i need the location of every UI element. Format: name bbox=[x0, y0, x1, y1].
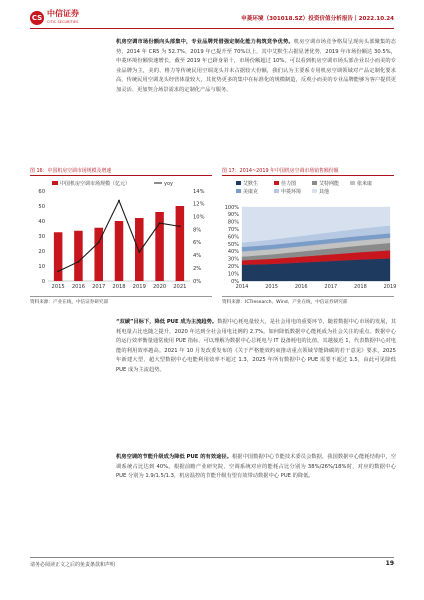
figure-16-rule bbox=[30, 175, 212, 176]
y-axis-tick-label: 80% bbox=[227, 219, 239, 226]
legend-swatch bbox=[350, 181, 355, 185]
x-axis-tick-label: 2017 bbox=[324, 284, 338, 290]
yoy-point bbox=[179, 225, 181, 227]
yoy-point bbox=[78, 261, 80, 263]
paragraph-body: 数据中心耗电量较大，是社会用电的重要环节，随着数据中心市场的发展，其耗电量占比也随之提升，2020 年达到全社会用电比例的 2.7%。如何降低数据中心能耗成为社会关注的重点。数据中心的运行效率衡量通常使用 PUE 指标，可以理解为数据中心总耗电与 IT 设备耗电的比值，其越接近 1，代表数据中心对电能的利用效率越高。2021 年 10 月发改委发布的《关于严格能效约束推动重点领域节能降碳的若干意见》要求，2025 年新建大型、超大型数据中心电能利用效率不超过 1.3，2025 年所有数据中心 PUE 需要不超过 1.5，由此可见降低 PUE 成为主流趋势。 bbox=[116, 319, 396, 373]
legend-label: 佳力图 bbox=[281, 180, 297, 187]
y-axis-tick-label: 0% bbox=[231, 278, 239, 285]
legend-bar-label: 中国机房空调市场规模（亿元） bbox=[60, 180, 131, 187]
footer-disclaimer: 请务必阅读正文之后的免责条款和声明 bbox=[30, 562, 116, 568]
citic-logo bbox=[30, 10, 104, 26]
figure-17-source-rule bbox=[222, 296, 394, 297]
x-axis-tick-label: 2014 bbox=[235, 284, 249, 290]
figure-17-rule bbox=[222, 175, 394, 176]
legend-swatch bbox=[236, 189, 241, 193]
paragraph-body: 根据中国数据中心节能技术委员会数据，我国数据中心能耗结构中，空调系统占比达到 40%。根据前瞻产业研究院，空调系统对应的能耗占比分别为 38%/26%/18%时，对应的数据中心 PUE 分别为 1.9/1.5/1.3，机房温控的节能升级有望有效带动数据中心 PUE 的降低。 bbox=[116, 454, 396, 480]
left-axis-tick-label: 0 bbox=[41, 278, 45, 285]
figure-17-chart bbox=[220, 177, 396, 293]
figure-16-title: 图 16：中国机房空调市场规模及增速 bbox=[30, 168, 112, 174]
legend-swatch bbox=[274, 189, 279, 193]
figure-17-source: 资料来源：ICTresearch、Wind、产业在线，中信证券研究部 bbox=[222, 300, 348, 305]
left-axis-tick-label: 50 bbox=[38, 203, 45, 210]
figure-16-source: 资料来源：产业在线，中信证券研究部 bbox=[30, 300, 109, 305]
left-axis-tick-label: 30 bbox=[38, 233, 45, 240]
bar bbox=[115, 221, 124, 281]
x-axis-tick-label: 2016 bbox=[71, 284, 86, 290]
x-axis-tick-label: 2018 bbox=[354, 284, 367, 290]
legend-label: 依米康 bbox=[357, 180, 373, 187]
right-axis-tick-label: 0% bbox=[193, 278, 202, 285]
y-axis-tick-label: 90% bbox=[227, 212, 239, 219]
right-axis-tick-label: 12% bbox=[193, 201, 205, 208]
legend-swatch bbox=[236, 181, 241, 185]
legend-swatch bbox=[312, 189, 317, 193]
yoy-point bbox=[98, 242, 100, 244]
bar bbox=[135, 218, 144, 281]
legend-label: 美康克 bbox=[243, 188, 259, 195]
x-axis-tick-label: 2015 bbox=[265, 284, 278, 290]
x-axis-tick-label: 2021 bbox=[173, 284, 187, 290]
paragraph-lead: 机房空调市场份额向头部集中，专业品牌凭借强定制化能力构筑竞争优势。 bbox=[116, 39, 294, 45]
bar bbox=[176, 206, 185, 281]
y-axis-tick-label: 40% bbox=[227, 249, 239, 256]
left-axis-tick-label: 40 bbox=[38, 218, 45, 225]
x-axis-tick-label: 2015 bbox=[51, 284, 65, 290]
left-axis-tick-label: 20 bbox=[38, 248, 45, 255]
right-axis-tick-label: 10% bbox=[193, 214, 205, 221]
x-axis-tick-label: 2016 bbox=[294, 284, 308, 290]
paragraph-lead: “双碳”目标下，降低 PUE 成为主流趋势。 bbox=[116, 319, 218, 325]
y-axis-tick-label: 30% bbox=[227, 256, 239, 263]
figure-16-chart bbox=[28, 177, 214, 293]
left-axis-tick-label: 10 bbox=[38, 263, 45, 270]
paragraph-energy-saving bbox=[116, 453, 396, 482]
paragraph-market-share bbox=[116, 38, 396, 96]
legend-yoy-label: yoy bbox=[164, 180, 173, 187]
header-divider bbox=[30, 28, 394, 29]
legend-label: 艾默生 bbox=[243, 180, 259, 187]
y-axis-tick-label: 60% bbox=[227, 234, 239, 241]
legend-swatch bbox=[312, 181, 317, 185]
yoy-point bbox=[57, 270, 59, 272]
x-axis-tick-label: 2019 bbox=[383, 284, 396, 290]
legend-swatch bbox=[274, 181, 279, 185]
bar bbox=[74, 231, 83, 281]
x-axis-tick-label: 2019 bbox=[132, 284, 146, 290]
y-axis-tick-label: 50% bbox=[227, 241, 239, 248]
y-axis-tick-label: 100% bbox=[224, 204, 239, 211]
right-axis-tick-label: 4% bbox=[193, 253, 202, 260]
legend-label: 其他 bbox=[319, 188, 330, 195]
yoy-point bbox=[159, 222, 161, 224]
y-axis-tick-label: 20% bbox=[227, 264, 239, 270]
right-axis-tick-label: 6% bbox=[193, 240, 202, 247]
footer-divider bbox=[30, 557, 394, 558]
page-number: 19 bbox=[385, 560, 394, 567]
paragraph-pue-trend bbox=[116, 318, 396, 376]
bar bbox=[54, 232, 63, 281]
yoy-point bbox=[138, 251, 140, 253]
paragraph-lead: 机房空调的节能升级成为降低 PUE 的有效途径。 bbox=[116, 454, 232, 460]
paragraph-body: 机房空调市场竞争格局呈现向头部聚集的态势，2014 年 CR5 为 52.7%，2019 年已提升至 70%以上，其中艾默生占据显著优势，2019 年市场份额达 30.5%，申菱环境份额快速增长，截至 2019 年已跻身第十，市场份额超过 10%。可以看到机房空调市场头部企业以小而美的专业品牌为主，美的、格力等传统民用空调龙头并未占据较大份额，我们认为主要系专用机房空调领域对产品定制化要求高，传统民用空调龙头经营体量较大，其优势更多的集中在标准化的规模制造，反观小而美的专业品牌能够为客户提供更加灵活、更加契合场景需求的定制化产品与服务。 bbox=[116, 39, 397, 93]
legend-bar-swatch bbox=[52, 181, 58, 185]
x-axis-tick-label: 2018 bbox=[112, 284, 126, 290]
y-axis-tick-label: 70% bbox=[227, 227, 239, 233]
x-axis-tick-label: 2020 bbox=[152, 284, 167, 290]
x-axis-tick-label: 2017 bbox=[92, 284, 106, 290]
yoy-point bbox=[118, 200, 120, 202]
legend-label: 申菱环境 bbox=[281, 188, 302, 195]
logo-english-name: CITIC SECURITIES bbox=[47, 20, 79, 24]
right-axis-tick-label: 8% bbox=[193, 227, 202, 234]
figure-16-source-rule bbox=[30, 296, 212, 297]
right-axis-tick-label: 14% bbox=[193, 188, 205, 195]
left-axis-tick-label: 60 bbox=[38, 188, 45, 195]
figure-17-title: 图 17：2014~2019 年中国机房空调市场销售额份额 bbox=[222, 168, 339, 174]
citic-logo-icon: CS bbox=[30, 11, 44, 25]
report-title: 申菱环境（301018.SZ）投资价值分析报告丨2022.10.24 bbox=[241, 16, 394, 22]
y-axis-tick-label: 10% bbox=[227, 271, 239, 278]
logo-chinese-name: 中信证券 bbox=[47, 9, 79, 18]
legend-label: 艾特网能 bbox=[319, 180, 340, 187]
right-axis-tick-label: 2% bbox=[193, 265, 202, 272]
